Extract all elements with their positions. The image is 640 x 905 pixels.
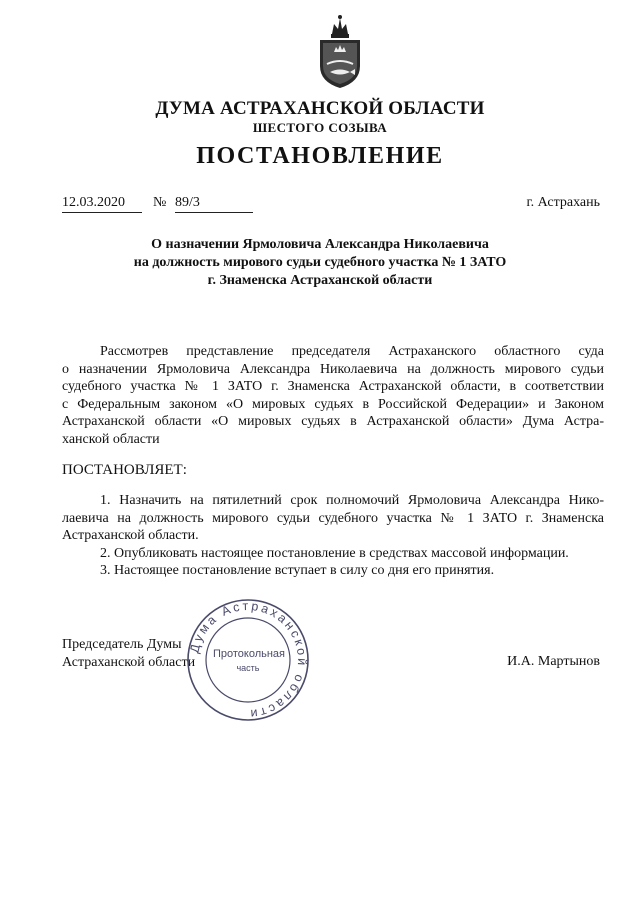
number-sign: №	[153, 195, 167, 210]
position-line: Астраханской области	[62, 655, 196, 670]
stamp-center-line2: часть	[236, 663, 260, 673]
document-number: 89/3	[175, 195, 253, 213]
title-line: О назначении Ярмоловича Александра Николаевича	[151, 237, 489, 252]
title-line: г. Знаменска Астраханской области	[207, 273, 433, 288]
preamble-line: судебного участка № 1 ЗАТО г. Знаменска Астраханской области, в соответствии	[62, 379, 604, 394]
signatory-name: И.А. Мартынов	[507, 654, 600, 669]
convocation: ШЕСТОГО СОЗЫВА	[252, 120, 388, 135]
astrakhan-coat-of-arms-icon	[310, 12, 370, 90]
preamble-line: ханской области	[62, 431, 160, 447]
document-type: ПОСТАНОВЛЕНИЕ	[196, 143, 444, 169]
resolves-heading: ПОСТАНОВЛЯЕТ:	[62, 462, 187, 478]
stamp-ring-text: Дума Астраханской области	[187, 598, 310, 722]
document-date: 12.03.2020	[62, 195, 142, 213]
preamble-line: о назначении Ярмоловича Александра Николаевича на должность мирового судьи	[62, 361, 604, 377]
stamp-center-line1: Протокольная	[212, 648, 286, 660]
preamble-line: Астраханской области «О мировых судьях в Астраханской области» Дума Астра-	[62, 414, 604, 429]
city: г. Астрахань	[526, 195, 600, 210]
item-3: 3. Настоящее постановление вступает в силу со дня его принятия.	[100, 563, 495, 578]
preamble-line: Рассмотрев представление председателя Астраханского областного суда	[100, 344, 604, 359]
preamble-line: с Федеральным законом «О мировых судьях в Российской Федерации» и Законом	[62, 396, 604, 412]
resolution-items	[62, 492, 604, 580]
title-line: на должность мирового судьи судебного участка № 1 ЗАТО	[133, 255, 507, 270]
signatory-position	[62, 636, 195, 672]
organization-name: ДУМА АСТРАХАНСКОЙ ОБЛАСТИ	[155, 98, 485, 119]
position-line: Председатель Думы	[62, 637, 182, 652]
item-1-line: лаевича на должность мирового судьи судебного участка № 1 ЗАТО г. Знаменска	[62, 510, 604, 526]
preamble-paragraph	[62, 343, 604, 448]
item-1-line: 1. Назначить на пятилетний срок полномочий Ярмоловича Александра Нико-	[100, 493, 604, 508]
document-title	[90, 236, 550, 290]
item-2: 2. Опубликовать настоящее постановление в средствах массовой информации.	[100, 545, 569, 561]
item-1-line: Астраханской области.	[62, 528, 199, 543]
official-stamp	[186, 598, 310, 722]
